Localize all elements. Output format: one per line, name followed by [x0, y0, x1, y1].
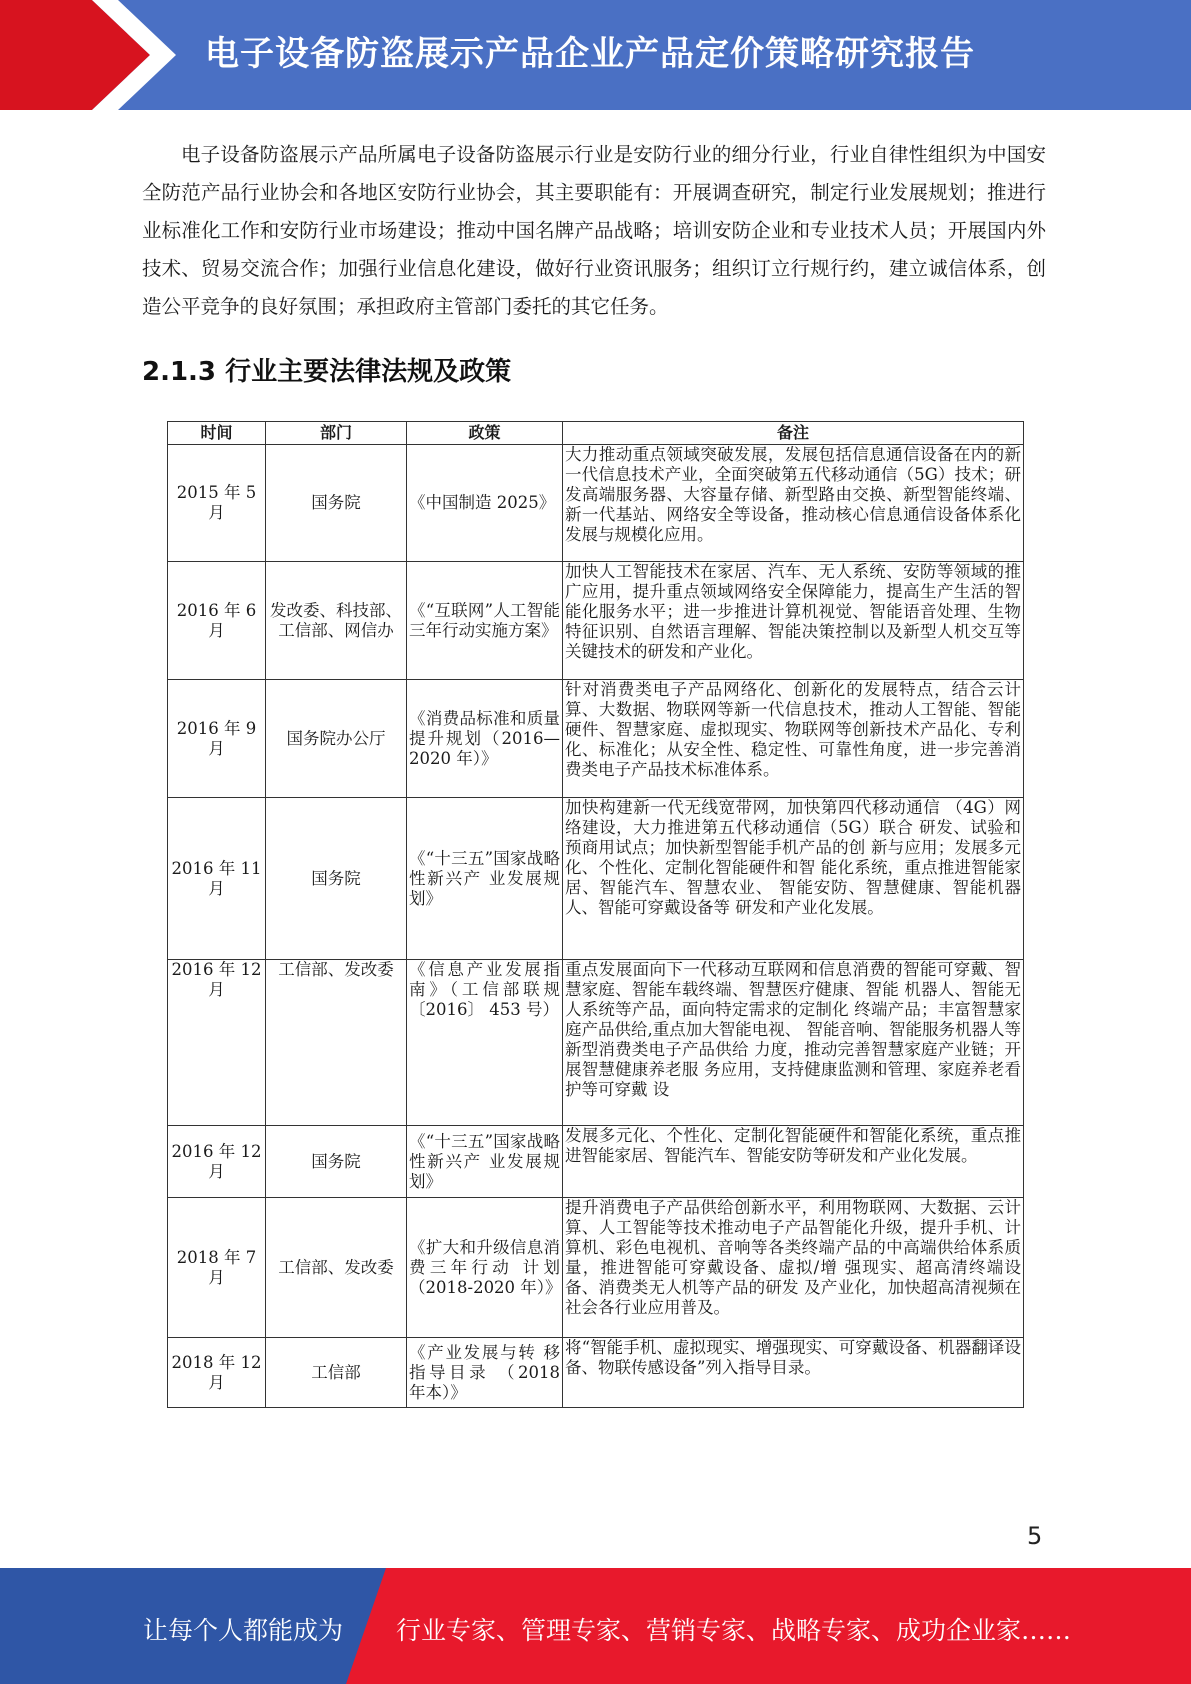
cell-note: 加快人工智能技术在家居、汽车、无人系统、安防等领域的推广应用，提升重点领域网络安全保障能力，提高生产生活的智能化服务水平；进一步推进计算机视觉、智能语音处理、生物特征识别、自然语言理解、智能决策控制以及新型人机交互等关键技术的研发和产业化。: [563, 562, 1024, 680]
cell-dept: 工信部、发改委: [266, 1198, 407, 1338]
cell-policy: 《产业发展与转 移指导目录 （2018 年本）》: [407, 1338, 563, 1408]
table-row: [168, 960, 1024, 1126]
cell-dept: 国务院: [266, 798, 407, 960]
cell-policy: 《中国制造 2025》: [407, 445, 563, 562]
cell-policy: 《扩大和升级信息消费三年行动 计划（2018-2020 年）》: [407, 1198, 563, 1338]
cell-note: 针对消费类电子产品网络化、创新化的发展特点，结合云计算、大数据、物联网等新一代信息技术，推动人工智能、智能硬件、智慧家庭、虚拟现实、物联网等创新技术产品化、专利化、标准化；从安全性、稳定性、可靠性角度，进一步完善消费类电子产品技术标准体系。: [563, 680, 1024, 798]
cell-note: 大力推动重点领域突破发展，发展包括信息通信设备在内的新一代信息技术产业，全面突破第五代移动通信（5G）技术；研发高端服务器、大容量存储、新型路由交换、新型智能终端、新一代基站、网络安全等设备，推动核心信息通信设备体系化发展与规模化应用。: [563, 445, 1024, 562]
cell-note: [563, 960, 1024, 1126]
table-row: [168, 562, 1024, 680]
cell-time: 2016 年 11 月: [168, 798, 266, 960]
column-header-policy: 政策: [407, 422, 563, 445]
section-heading: 2.1.3 行业主要法律法规及政策: [142, 357, 512, 387]
footer-slogan-left: 让每个人都能成为: [143, 1616, 344, 1645]
cell-policy: 《“十三五”国家战略性新兴产 业发展规划》: [407, 1126, 563, 1198]
page-number: 5: [1027, 1522, 1043, 1550]
cell-policy: 《“互联网”人工智能三年行动实施方案》: [407, 562, 563, 680]
cell-time: 2016 年 9 月: [168, 680, 266, 798]
column-header-dept: 部门: [266, 422, 407, 445]
cell-time: 2016 年 12 月: [168, 960, 266, 1126]
column-header-time: 时间: [168, 422, 266, 445]
cell-dept: 国务院办公厅: [266, 680, 407, 798]
cell-dept: 国务院: [266, 445, 407, 562]
cell-note: 加快构建新一代无线宽带网，加快第四代移动通信 （4G）网络建设，大力推进第五代移动通信（5G）联合 研发、试验和预商用试点；加快新型智能手机产品的创 新与应用；发展多元化、个性化、定制化智能硬件和智 能化系统，重点推进智能家居、智能汽车、智慧农业、 智能安防、智慧健康、智能机器人、智能可穿戴设备等 研发和产业化发展。: [563, 798, 1024, 960]
table-row: [168, 1338, 1024, 1408]
cell-dept: 国务院: [266, 1126, 407, 1198]
cell-policy: 《“十三五”国家战略性新兴产 业发展规划》: [407, 798, 563, 960]
table-header-row: [168, 422, 1024, 445]
cell-dept: 工信部、发改委: [266, 960, 407, 1126]
report-title: 电子设备防盗展示产品企业产品定价策略研究报告: [205, 34, 975, 74]
table-row: [168, 680, 1024, 798]
cell-note: 提升消费电子产品供给创新水平，利用物联网、大数据、云计算、人工智能等技术推动电子产品智能化升级，提升手机、计算机、彩色电视机、音响等各类终端产品的中高端供给体系质量，推进智能可穿戴设备、虚拟/增 强现实、超高清终端设备、消费类无人机等产品的研发 及产业化，加快超高清视频在社会各行业应用普及。: [563, 1198, 1024, 1338]
policy-table: [167, 421, 1024, 1408]
intro-paragraph: 电子设备防盗展示产品所属电子设备防盗展示行业是安防行业的细分行业，行业自律性组织为中国安全防范产品行业协会和各地区安防行业协会，其主要职能有：开展调查研究，制定行业发展规划；推进行业标准化工作和安防行业市场建设；推动中国名牌产品战略；培训安防企业和专业技术人员；开展国内外技术、贸易交流合作；加强行业信息化建设，做好行业资讯服务；组织订立行规行约，建立诚信体系，创造公平竞争的良好氛围；承担政府主管部门委托的其它任务。: [142, 143, 1046, 318]
cell-dept: 发改委、科技部、工信部、网信办: [266, 562, 407, 680]
table-row: [168, 445, 1024, 562]
table-row: [168, 1198, 1024, 1338]
table-row: [168, 1126, 1024, 1198]
cell-time: 2015 年 5 月: [168, 445, 266, 562]
cell-note-text: 重点发展面向下一代移动互联网和信息消费的智能可穿戴、智慧家庭、智能车载终端、智慧医疗健康、智能 机器人、智能无人系统等产品，面向特定需求的定制化 终端产品；丰富智慧家庭产品供给,重点加大智能电视、 智能音响、智能服务机器人等新型消费类电子产品供给 力度，推动完善智慧家庭产业链；开展智慧健康养老服 务应用，支持健康监测和管理、家庭养老看护等可穿戴 设: [565, 960, 1021, 1099]
column-header-note: 备注: [563, 422, 1024, 445]
cell-time: 2016 年 12 月: [168, 1126, 266, 1198]
cell-time: 2016 年 6 月: [168, 562, 266, 680]
cell-note: 将“智能手机、虚拟现实、增强现实、可穿戴设备、机器翻译设备、物联传感设备”列入指导目录。: [563, 1338, 1024, 1408]
cell-time: 2018 年 12 月: [168, 1338, 266, 1408]
table-row: [168, 798, 1024, 960]
footer-slogan-right: 行业专家、管理专家、营销专家、战略专家、成功企业家……: [396, 1616, 1072, 1645]
cell-dept: 工信部: [266, 1338, 407, 1408]
cell-time: 2018 年 7 月: [168, 1198, 266, 1338]
cell-note: 发展多元化、个性化、定制化智能硬件和智能化系统，重点推进智能家居、智能汽车、智能安防等研发和产业化发展。: [563, 1126, 1024, 1198]
cell-policy: 《信息产业发展指南》（工信部联规〔2016〕 453 号）: [407, 960, 563, 1126]
cell-policy: 《消费品标准和质量提升规划（2016—2020 年）》: [407, 680, 563, 798]
